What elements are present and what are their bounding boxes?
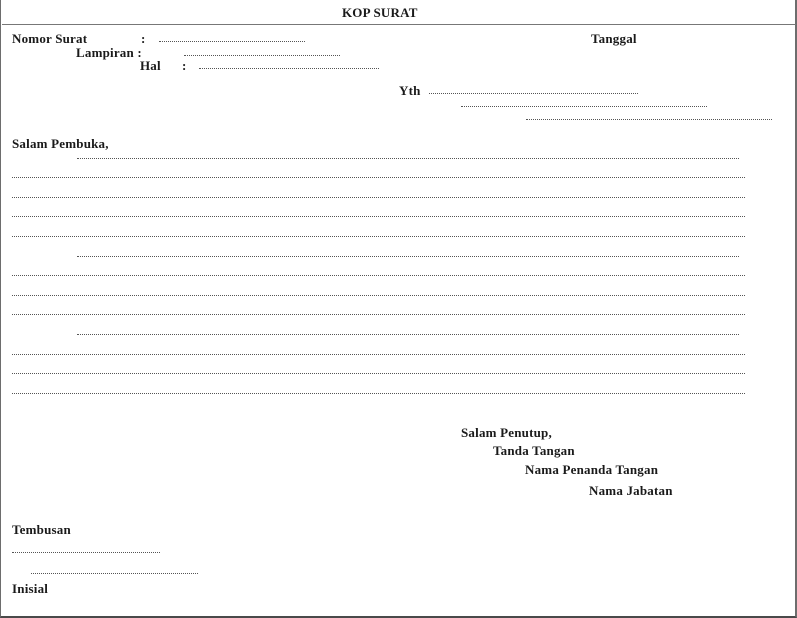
- hal-blank: [199, 68, 379, 69]
- body-line: [12, 275, 745, 276]
- yth-label: Yth: [399, 83, 421, 98]
- recipient-line-2: [461, 106, 707, 107]
- hal-label: Hal: [140, 58, 161, 73]
- recipient-line-3: [526, 119, 772, 120]
- body-line: [12, 393, 745, 394]
- body-line: [12, 314, 745, 315]
- tembusan-line-1: [12, 552, 160, 553]
- body-line: [77, 158, 739, 159]
- body-line: [12, 216, 745, 217]
- recipient-line-1: [429, 93, 638, 94]
- body-line: [12, 373, 745, 374]
- hal-separator: :: [182, 58, 187, 73]
- body-line: [12, 197, 745, 198]
- nomor-surat-label: Nomor Surat: [12, 31, 88, 46]
- signer-position: Nama Jabatan: [589, 483, 673, 498]
- signature-placeholder: Tanda Tangan: [493, 443, 575, 458]
- lampiran-blank: [184, 55, 340, 56]
- body-line: [12, 177, 745, 178]
- letterhead-title: KOP SURAT: [342, 5, 418, 20]
- letterhead-divider: [2, 24, 796, 25]
- nomor-surat-blank: [159, 41, 305, 42]
- signer-name: Nama Penanda Tangan: [525, 462, 659, 477]
- tembusan-label: Tembusan: [12, 522, 71, 537]
- body-line: [12, 295, 745, 296]
- body-line: [12, 354, 745, 355]
- inisial-label: Inisial: [12, 581, 49, 596]
- opening-greeting: Salam Pembuka,: [12, 136, 109, 151]
- nomor-surat-separator: :: [141, 31, 146, 46]
- lampiran-label: Lampiran :: [76, 45, 142, 60]
- closing-greeting: Salam Penutup,: [461, 425, 552, 440]
- tembusan-line-2: [31, 573, 198, 574]
- body-line: [77, 334, 739, 335]
- body-line: [77, 256, 739, 257]
- body-line: [12, 236, 745, 237]
- tanggal-label: Tanggal: [591, 31, 637, 46]
